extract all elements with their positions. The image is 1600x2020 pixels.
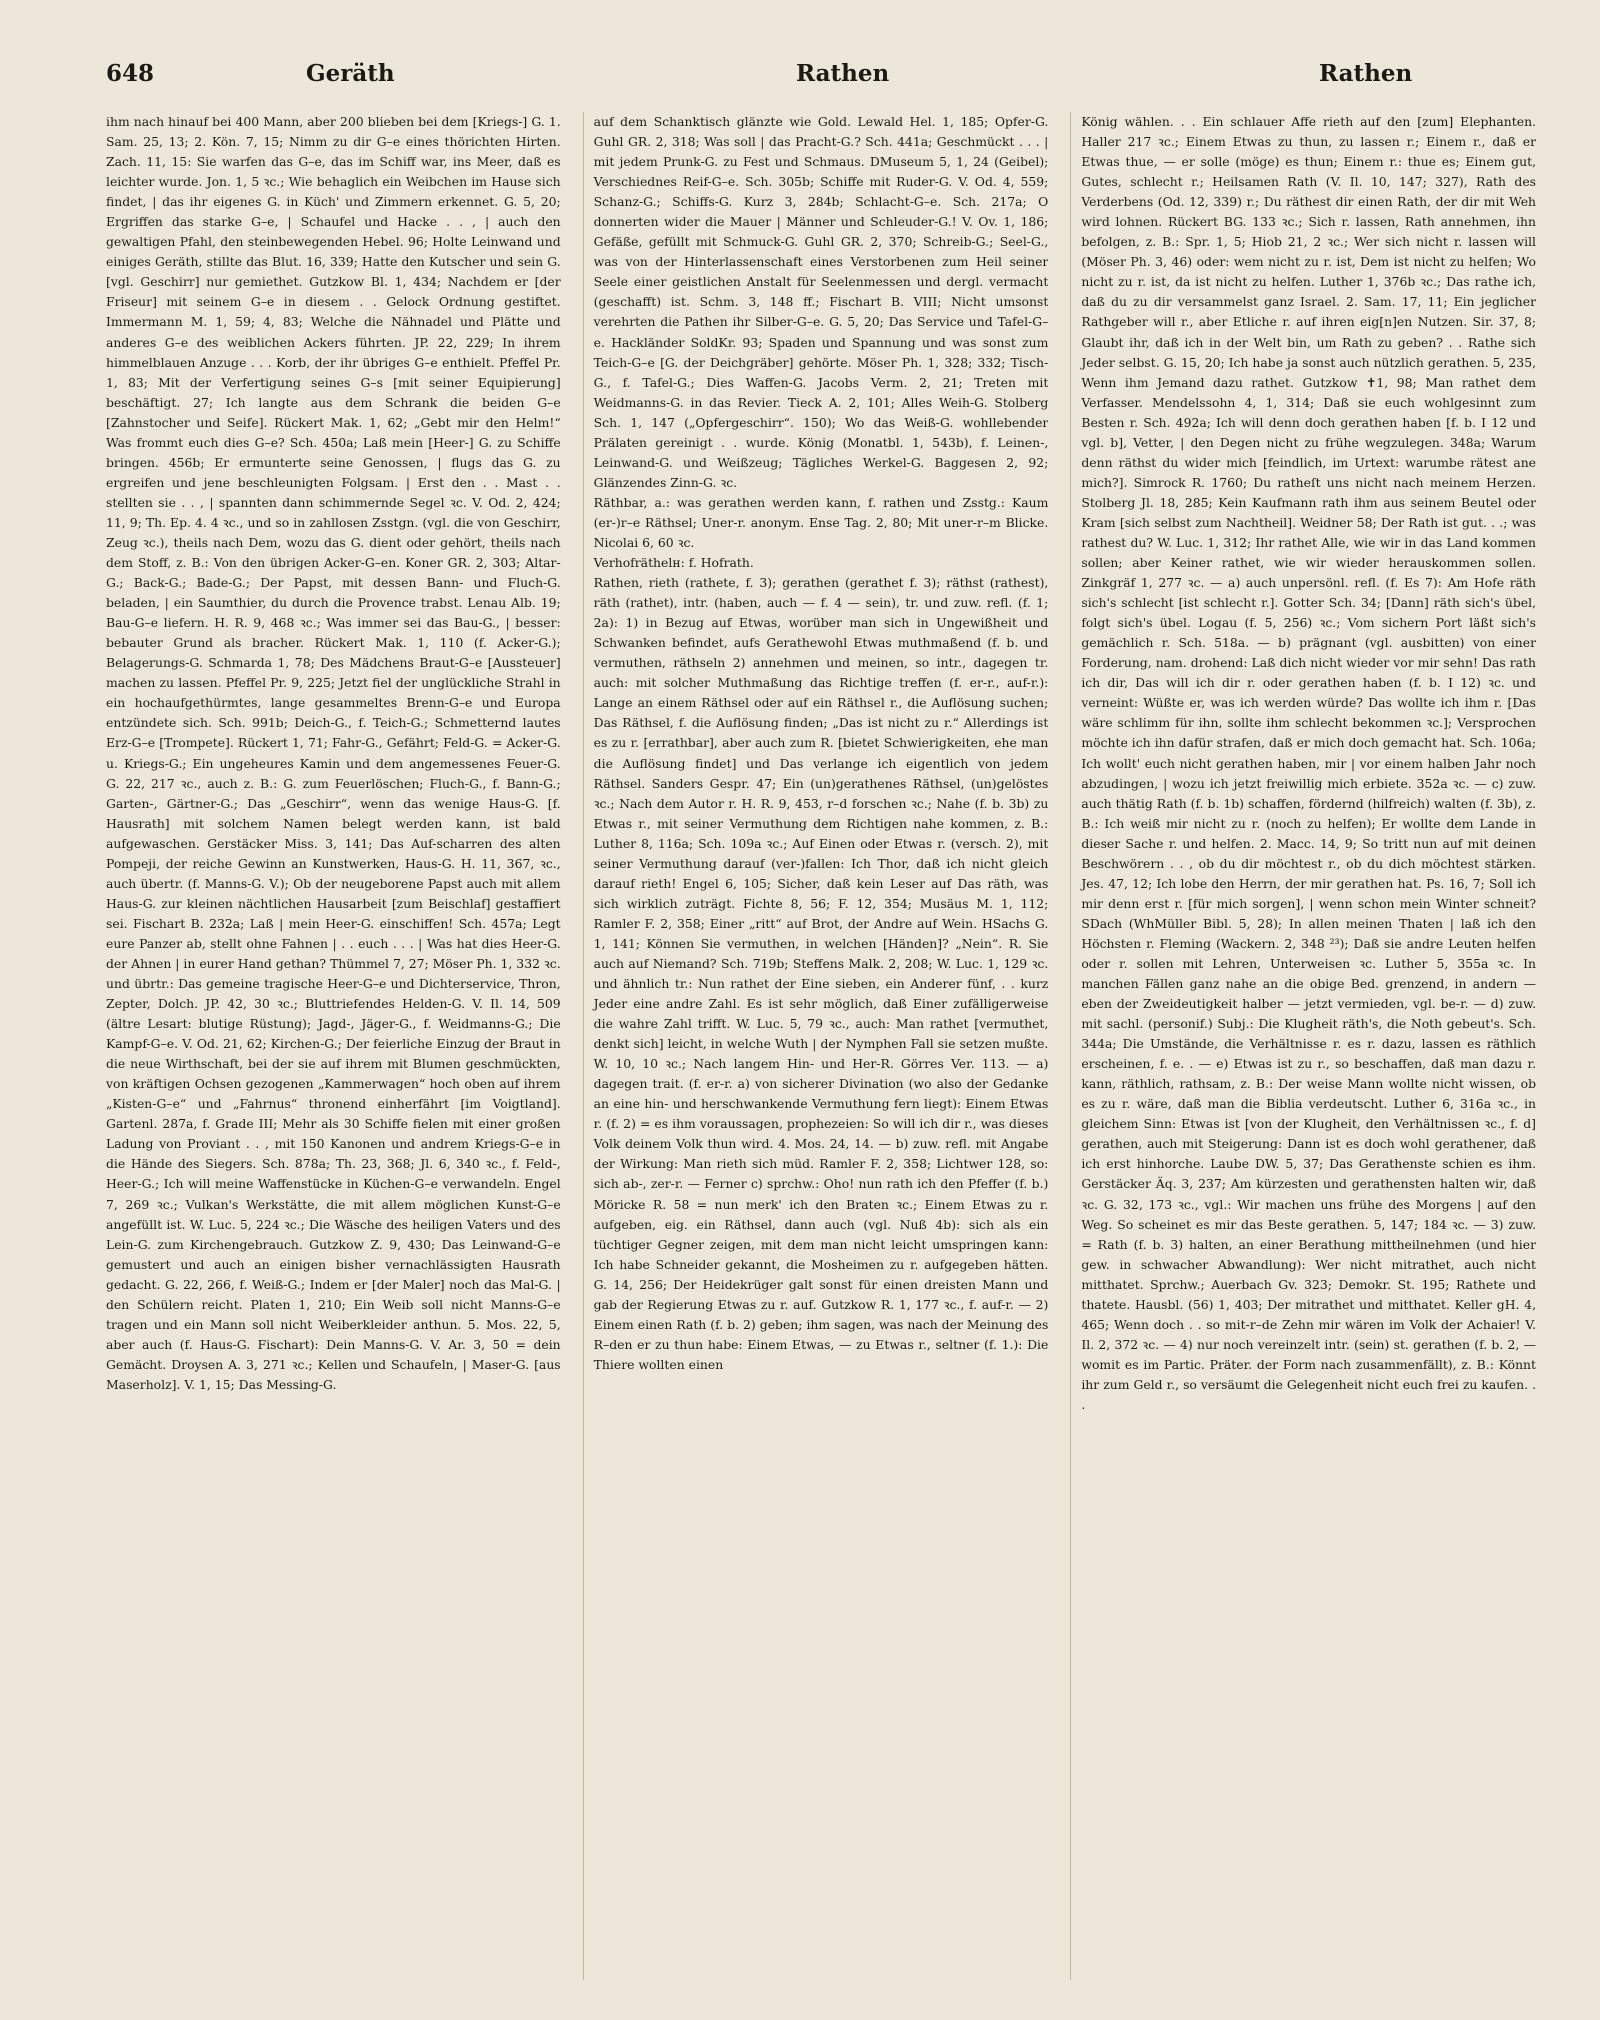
page-number: 648 [106, 60, 155, 87]
column-middle [583, 112, 1049, 1980]
entry-rathen: Rathen, rieth (rathete, f. 3); gerathen (gerathet f. 3); räthst (rathest), räth (rathet), intr. (haben, auch — f. 4 — sein), tr. und zuw. refl. (f. 1; 2a): 1) in Bezug auf Etwas, worüber man sich in Ungewißheit und Schwanken befindet, aufs Gerathewohl Etwas muthmaßend (f. b. und vermuthen, räthseln 2) annehmen und meinen, so intr., dagegen tr. auch: mit solcher Muthmaßung das Richtige treffen (f. er-r., auf-r.): Lange an einem Räthsel oder auf ein Räthsel r., die Auflösung suchen; Das Räthsel, f. die Auflösung finden; „Das ist nicht zu r.“ Allerdings ist es zu r. [errathbar], aber auch zum R. [bietet Schwierigkeiten, ehe man die Auflösung findet] und Das verlange ich eigentlich von jedem Räthsel. Sanders Gespr. 47; Ein (un)gerathenes Räthsel, (un)gelöstes ꝛc.; Nach dem Autor r. H. R. 9, 453, r–d forschen ꝛc.; Nahe (f. b. 3b) zu Etwas r., mit seiner Vermuthung dem Richtigen nahe kommen, z. B.: Luther 8, 116a; Sch. 109a ꝛc.; Auf Einen oder Etwas r. (versch. 2), mit seiner Vermuthung darauf (ver-)fallen: Ich Thor, daß ich nicht gleich darauf rieth! Engel 6, 105; Sicher, daß kein Leser auf Das räth, was sich wirklich zuträgt. Fichte 8, 56; F. 12, 354; Musäus M. 1, 112; Ramler F. 2, 358; Einer „ritt“ auf Brot, der Andre auf Wein. HSachs G. 1, 141; Können Sie vermuthen, in welchen [Händen]? „Nein“. R. Sie auch auf Niemand? Sch. 719b; Steffens Malk. 2, 208; W. Luc. 1, 129 ꝛc. und ähnlich tr.: Nun rathet der Eine sieben, ein Anderer fünf, . . kurz Jeder eine andre Zahl. Es ist sehr möglich, daß Einer zufälligerweise die wahre Zahl trifft. W. Luc. 5, 79 ꝛc., auch: Man rathet [vermuthet, denkt sich] leicht, in welche Wuth | der Nymphen Fall sie setzen mußte. W. 10, 10 ꝛc.; Nach langem Hin- und Her-R. Görres Ver. 113. — a) dagegen trait. (f. er-r. a) von sicherer Divination (wo also der Gedanke an eine hin- und herschwankende Vermuthung fern liegt): Einem Etwas r. (f. 2) = es ihm voraussagen, prophezeien: So will ich dir r., was dieses Volk deinem Volk thun wird. 4. Mos. 24, 14. — b) zuw. refl. mit Angabe der Wirkung: Man rieth sich müd. Ramler F. 2, 358; Lichtwer 128, so: sich ab-, zer-r. — Ferner c) sprchw.: Oho! nun rath ich den Pfeffer (f. b.) Möricke R. 58 = nun merk' ich den Braten ꝛc.; Einem Etwas zu r. aufgeben, eig. ein Räthsel, dann auch (vgl. Nuß 4b): sich als ein tüchtiger Gegner zeigen, mit dem man nicht leicht umspringen kann: Ich habe Schneider gekannt, die Mosheimen zu r. aufgegeben hätten. G. 14, 256; Der Heidekrüger galt sonst für einen dreisten Mann und gab der Regierung Etwas zu r. auf. Gutzkow R. 1, 177 ꝛc., f. auf-r. — 2) Einem einen Rath (f. b. 2) geben; ihm sagen, was nach der Meinung des R–den er zu thun habe: Einem Etwas, — zu Etwas r., seltner (f. 1.): Die Thiere wollten einen [593, 575, 1049, 1372]
entry-text: auf dem Schanktisch glänzte wie Gold. Lewald Hel. 1, 185; Opfer-G. Guhl GR. 2, 318; Was soll | das Pracht-G.? Sch. 441a; Geschmückt . . . | mit jedem Prunk-G. zu Fest und Schmaus. DMuseum 5, 1, 24 (Geibel); Verschiednes Reif-G–e. Sch. 305b; Schiffe mit Ruder-G. V. Od. 4, 559; Schanz-G.; Schiffs-G. Kurz 3, 284b; Schlacht-G–e. Sch. 217a; O donnerten wider die Mauer | Männer und Schleuder-G.! V. Ov. 1, 186; Gefäße, gefüllt mit Schmuck-G. Guhl GR. 2, 370; Schreib-G.; Seel-G., was von der Hinterlassenschaft eines Verstorbenen zum Heil seiner Seele einer geistlichen Anstalt für Seelenmessen und dergl. vermacht (geschafft) ist. Schm. 3, 148 ff.; Fischart B. VIII; Nicht umsonst verehrten die Pathen ihr Silber-G–e. G. 5, 20; Das Service und Tafel-G–e. Hackländer SoldKr. 93; Spaden und Spannung und was sonst zum Teich-G–e [G. der Deichgräber] gehörte. Möser Ph. 1, 328; 332; Tisch-G., f. Tafel-G.; Dies Waffen-G. Jacobs Verm. 2, 21; Treten mit Weidmanns-G. in das Revier. Tieck A. 2, 101; Alles Weih-G. Stolberg Sch. 1, 147 („Opfergeschirr“. 150); Wo das Weiß-G. wohllebender Prälaten gereinigt . . wurde. König (Monatbl. 1, 543b), f. Leinen-, Leinwand-G. und Weißzeug; Tägliches Werkel-G. Baggesen 2, 92; Glänzendes Zinn-G. ꝛc. [593, 114, 1049, 490]
page-header [106, 60, 1536, 112]
column-right [1070, 112, 1536, 1980]
entry-verhofraetheln: Verhofräthelн: f. Hofrath. [593, 555, 754, 571]
running-headword-left: Geräth [306, 60, 395, 87]
entry-text: König wählen. . . Ein schlauer Affe rieth auf den [zum] Elephanten. Haller 217 ꝛc.; Einem Etwas zu thun, zu lassen r.; Einem r., daß er Etwas thue, — er solle (möge) es thun; Einem r.: thue es; Einem gut, Gutes, schlecht r.; Heilsamen Rath (V. Il. 10, 147; 327), Rath des Verderbens (Od. 12, 339) r.; Du räthest dir einen Rath, der dir mit Weh wird lohnen. Rückert BG. 133 ꝛc.; Sich r. lassen, Rath annehmen, ihn befolgen, z. B.: Spr. 1, 5; Hiob 21, 2 ꝛc.; Wer sich nicht r. lassen will (Möser Ph. 3, 46) oder: wem nicht zu r. ist, Dem ist nicht zu helfen; Wo nicht zu r. ist, da ist nicht zu helfen. Luther 1, 376b ꝛc.; Das rathe ich, daß du zu dir versammelst ganz Israel. 2. Sam. 17, 11; Ein jeglicher Rathgeber will r., aber Etliche r. auf ihren eig[n]en Nutzen. Sir. 37, 8; Glaubt ihr, daß ich in der Welt bin, um Rath zu geben? . . Rathe sich Jeder selbst. G. 15, 20; Ich habe ja sonst auch nützlich gerathen. 5, 235, Wenn ihm Jemand dazu rathet. Gutzkow ✝1, 98; Man rathet dem Verfasser. Mendelssohn 4, 1, 314; Daß sie euch wohlgesinnt zum Besten r. Sch. 492a; Ich will denn doch gerathen haben [f. b. I 12 und vgl. b], Vetter, | den Degen nicht zu frühe wegzulegen. 348a; Warum denn räthst du wider mich [feindlich, im Urtext: warumbe rätest ane mich?]. Simrock R. 1760; Du ratheſt uns nicht nach meinem Herzen. Stolberg Jl. 18, 285; Kein Kaufmann rath ihm aus seinem Beutel oder Kram [sich selbst zum Nachtheil]. Weidner 58; Der Rath ist gut. . .; was rathest du? W. Luc. 1, 312; Ihr rathet Alle, wie wir in das Land kommen sollen; aber Keiner rathet, wie wir wieder herauskommen sollen. Zinkgräf 1, 277 ꝛc. — a) auch unpersönl. refl. (f. Es 7): Am Hofe räth sich's schlecht [ist schlecht r.]. Gotter Sch. 34; [Dann] räth sich's übel, folgt sich's übel. Logau (f. 5, 256) ꝛc.; Vom sichern Port läßt sich's gemächlich r. Sch. 518a. — b) prägnant (vgl. ausbitten) von einer Forderung, nam. drohend: Laß dich nicht wieder vor mir sehn! Das rath ich dir, Das will ich dir r. oder gerathen haben (f. b. I 12) ꝛc. und verneint: Wüßte er, was ich werden würde? Das wollte ich ihm r. [Das wäre schlimm für ihn, sollte ihm schlecht bekommen ꝛc.]; Versprochen möchte ich ihn dafür strafen, daß er mich doch gemacht hat. Sch. 106a; Ich wollt' euch nicht gerathen haben, mir | vor einem halben Jahr noch abzudingen, | wozu ich jetzt freiwillig mich erbiete. 352a ꝛc. — c) zuw. auch thätig Rath (f. b. 1b) schaffen, fördernd (hilfreich) walten (f. 3b), z. B.: Ich weiß mir nicht zu r. (noch zu helfen); Er wollte dem Lande in dieser Sache r. und helfen. 2. Macc. 14, 9; So tritt nun auf mit deinen Beschwörern . . , ob du dir möchtest r., ob du dich möchtest stärken. Jes. 47, 12; Ich lobe den Herrn, der mir gerathen hat. Ps. 16, 7; Soll ich mir denn erst r. [für mich sorgen], | wenn schon mein Winter schneit? SDach (WhMüller Bibl. 5, 28); In allen meinen Thaten | laß ich den Höchsten r. Fleming (Wackern. 2, 348 ²³); Daß sie andre Leuten helfen oder r. sollen mit Lehren, Unterweisen ꝛc. Luther 5, 355a ꝛc. In manchen Fällen ganz nahe an die obige Bed. grenzend, in andern — eben der Zweideutigkeit halber — jetzt vermieden, vgl. be-r. — d) zuw. mit sachl. (personif.) Subj.: Die Klugheit räth's, die Noth gebeut's. Sch. 344a; Die Umstände, die Verhältnisse r. es r. dazu, lassen es räthlich erscheinen, f. e. . — e) Etwas ist zu r., so beschaffen, daß man dazu r. kann, räthlich, rathsam, z. B.: Der weise Mann wollte nicht wissen, ob es zu r. wäre, daß man die Biblia verdeutscht. Luther 6, 316a ꝛc., in gleichem Sinn: Etwas ist [von der Klugheit, den Verhältnissen ꝛc., f. d] gerathen, auch mit Steigerung: Dann ist es doch wohl gerathener, daß ich erst hinhorche. Laube DW. 5, 37; Das Gerathenste schien es ihm. Gerstäcker Äq. 3, 237; Am kürzesten und gerathensten halten wir, daß ꝛc. G. 32, 173 ꝛc., vgl.: Wir machen uns frühe des Morgens | auf den Weg. So scheinet es mir das Beste gerathen. 5, 147; 184 ꝛc. — 3) zuw. = Rath (f. b. 3) halten, an einer Berathung mittheilnehmen (und hier gew. in schwacher Abwandlung): Wer nicht mitrathet, auch nicht mitthatet. Sprchw.; Auerbach Gv. 323; Demokr. St. 195; Rathete und thatete. Hausbl. (56) 1, 403; Der mitrathet und mitthatet. Keller gH. 4, 465; Wenn doch . . so mit-r–de Zehn mir wären im Volk der Achaier! V. Il. 2, 372 ꝛc. — 4) nur noch vereinzelt intr. (sein) st. gerathen (f. b. 2, — womit es im Partic. Präter. der Form nach zusammenfällt), z. B.: Könnt ihr zum Geld r., so versäumt die Gelegenheit nicht euch frei zu kaufen. . . [1081, 114, 1537, 1412]
entry-text: ihm nach hinauf bei 400 Mann, aber 200 blieben bei dem [Kriegs-] G. 1. Sam. 25, 13; 2. Kön. 7, 15; Nimm zu dir G–e eines thörichten Hirten. Zach. 11, 15: Sie warfen das G–e, das im Schiff war, ins Meer, daß es leichter wurde. Jon. 1, 5 ꝛc.; Wie behaglich ein Weibchen im Hause sich findet, | das ihr eigenes G. in Küch' und Zimmern erkennet. G. 5, 20; Ergriffen das starke G–e, | Schaufel und Hacke . . , | auch den gewaltigen Pfahl, den steinbewegenden Hebel. 96; Holte Leinwand und einiges Geräth, stillte das Blut. 16, 339; Hatte den Kutscher und sein G. [vgl. Geschirr] nur gemiethet. Gutzkow Bl. 1, 434; Nachdem er [der Friseur] mit seinem G–e in diesem . . Gelock Ordnung gestiftet. Immermann M. 1, 59; 4, 83; Welche die Nähnadel und Plätte und anderes G–e des weiblichen Ackers führten. JP. 22, 229; In ihrem himmelblauen Anzuge . . . Korb, der ihr übriges G–e enthielt. Pfeffel Pr. 1, 83; Mit der Verfertigung seines G–s [mit seiner Equipierung] beschäftigt. 27; Ich langte aus dem Schrank die beiden G–e [Zahnstocher und Seife]. Rückert Mak. 1, 62; „Gebt mir den Helm!“ Was frommt euch dies G–e? Sch. 450a; Laß mein [Heer-] G. zu Schiffe bringen. 456b; Er ermunterte seine Genossen, | flugs das G. zu ergreifen und jene beschleunigten Folgsam. | Erst den . . Mast . . stellten sie . . , | spannten dann schimmernde Segel ꝛc. V. Od. 2, 424; 11, 9; Th. Ep. 4. 4 ꝛc., und so in zahllosen Zsstgn. (vgl. die von Geschirr, Zeug ꝛc.), theils nach Dem, wozu das G. dient oder gehört, theils nach dem Stoff, z. B.: Von den übrigen Acker-G–en. Koner GR. 2, 303; Altar-G.; Back-G.; Bade-G.; Der Papst, mit dessen Bann- und Fluch-G. beladen, | ein Saumthier, du durch die Provence trabst. Lenau Alb. 19; Bau-G–e liefern. H. R. 9, 468 ꝛc.; Was immer sei das Bau-G., | besser: bebauter Grund als bracher. Rückert Mak. 1, 110 (f. Acker-G.); Belagerungs-G. Schmarda 1, 78; Des Mädchens Braut-G–e [Aussteuer] machen zu lassen. Pfeffel Pr. 9, 225; Jetzt fiel der unglückliche Strahl in ein hochaufgethürmtes, lange gesammeltes Brenn-G–e und Europa entzündete sich. Sch. 991b; Deich-G., f. Teich-G.; Schmetternd lautes Erz-G–e [Trompete]. Rückert 1, 71; Fahr-G., Gefährt; Feld-G. = Acker-G. u. Kriegs-G.; Ein ungeheures Kamin und dem angemessenes Feuer-G. G. 22, 217 ꝛc., auch z. B.: G. zum Feuerlöschen; Fluch-G., f. Bann-G.; Garten-, Gärtner-G.; Das „Geschirr“, wenn das wenige Haus-G. [f. Hausrath] mit solchem Namen belegt werden kann, ist bald aufgewaschen. Gerstäcker Miss. 3, 141; Das Auf-scharren des alten Pompeji, der reiche Gewinn an Kunstwerken, Haus-G. H. 11, 367, ꝛc., auch übertr. (f. Manns-G. V.); Ob der neugeborene Papst auch mit allem Haus-G. zur kleinen nächtlichen Hausarbeit [zum Beischlaf] gestaffiert sei. Fischart B. 232a; Laß | mein Heer-G. einschiffen! Sch. 457a; Legt eure Panzer ab, stellt ohne Fahnen | . . euch . . . | Was hat dies Heer-G. der Ahnen | in eurer Hand gethan? Thümmel 7, 27; Möser Ph. 1, 332 ꝛc. und übrtr.: Das gemeine tragische Heer-G–e und Dichterservice, Thron, Zepter, Dolch. JP. 42, 30 ꝛc.; Bluttriefendes Helden-G. V. Il. 14, 509 (ältre Lesart: blutige Rüstung); Jagd-, Jäger-G., f. Weidmanns-G.; Die Kampf-G–e. V. Od. 21, 62; Kirchen-G.; Der feierliche Einzug der Braut in die neue Wirthschaft, bei der sie auf ihrem mit Blumen geschmückten, von kräftigen Ochsen gezogenen „Kammerwagen“ hoch oben auf ihrem „Kisten-G–e“ und „Fahrnus“ thronend einherfährt [im Voigtland]. Gartenl. 287a, f. Grade III; Mehr als 30 Schiffe fielen mit einer großen Ladung von Proviant . . , mit 150 Kanonen und andrem Kriegs-G–e in die Hände des Siegers. Sch. 878a; Th. 23, 368; Jl. 6, 340 ꝛc., f. Feld-, Heer-G.; Ich will meine Waffenstücke in Küchen-G–e verwandeln. Engel 7, 269 ꝛc.; Vulkan's Werkstätte, die mit allem möglichen Kunst-G–e angefüllt ist. W. Luc. 5, 224 ꝛc.; Die Wäsche des heiligen Vaters und des Lein-G. zum Kirchengebrauch. Gutzkow Z. 9, 430; Das Leinwand-G–e gemustert und auch an einigen bisher vernachlässigten Hausrath gedacht. G. 22, 266, f. Weiß-G.; Indem er [der Maler] noch das Mal-G. | den Schülern reicht. Platen 1, 210; Ein Weib soll nicht Manns-G–e tragen und ein Mann soll nicht Weiberkleider anthun. 5. Mos. 22, 5, aber auch (f. Haus-G. Fischart): Dein Manns-G. V. Ar. 3, 50 = dein Gemächt. Droysen A. 3, 271 ꝛc.; Kellen und Schaufeln, | Maser-G. [aus Maserholz]. V. 1, 15; Das Messing-G. [106, 114, 561, 1392]
text-columns [106, 112, 1536, 1980]
column-left [106, 112, 561, 1980]
entry-raethbar: Räthbar, a.: was gerathen werden kann, f. rathen und Zsstg.: Kaum (er-)r–e Räthsel; Uner-r. anonym. Ense Tag. 2, 80; Mit uner-r–m Blicke. Nicolai 6, 60 ꝛc. [593, 494, 1049, 550]
running-headword-center: Rathen [796, 60, 890, 87]
running-headword-right: Rathen [1319, 60, 1413, 87]
